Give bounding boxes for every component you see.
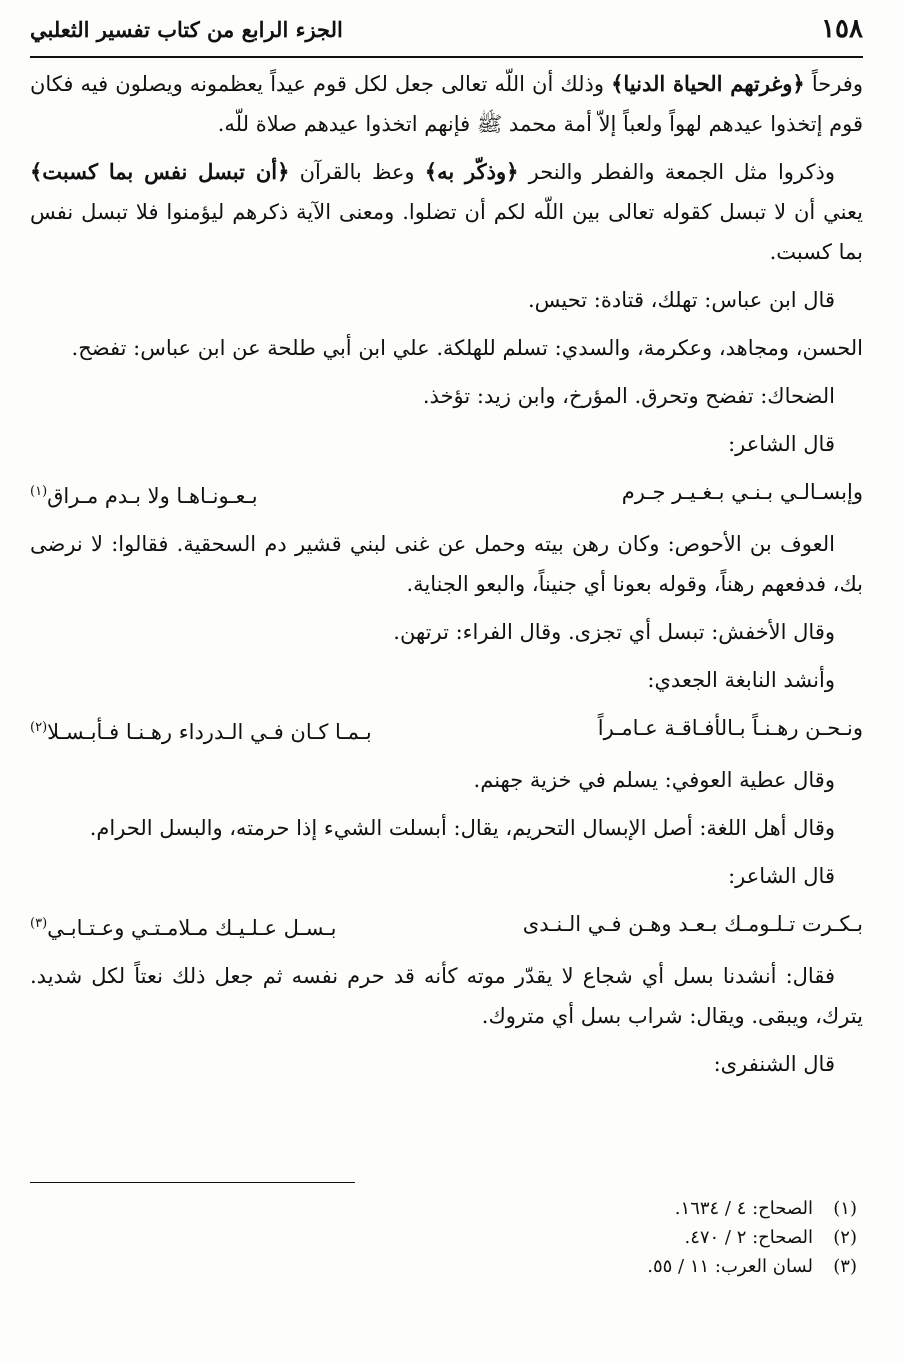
running-title: الجزء الرابع من كتاب تفسير الثعلبي bbox=[30, 17, 343, 42]
first-hemistich: بـكـرت تـلـومـك بـعـد وهـن فـي الـنـدى bbox=[522, 912, 863, 936]
poem-verse-3 bbox=[30, 904, 863, 948]
footnote-ref: (٣) bbox=[30, 916, 48, 931]
first-hemistich: ونـحـن رهـنـاً بـالأفـاقـة عـامـراً bbox=[597, 716, 863, 740]
paragraph-12: قال الشاعر: bbox=[728, 864, 835, 888]
paragraph-3: قال ابن عباس: تهلك، قتادة: تحيس. bbox=[527, 288, 835, 312]
paragraph-13: فقال: أنشدنا بسل أي شجاع لا يقدّر موته كأنه قد حرم نفسه ثم جعل ذلك نعتاً لكل شديد. يترك، ويبقى. ويقال: شراب بسل أي متروك. bbox=[30, 964, 863, 1028]
paragraph-1: وفرحاً ﴿وغرتهم الحياة الدنيا﴾ وذلك أن اللّه تعالى جعل لكل قوم عيداً يعظمونه ويصلون فيه فكان قوم إتخذوا عيدهم لهواً ولعباً إلاّ أمة محمد ﷺ فإنهم اتخذوا عيدهم صلاة للّه. bbox=[30, 71, 863, 136]
paragraph-6: قال الشاعر: bbox=[728, 432, 835, 456]
paragraph-5: الضحاك: تفضح وتحرق. المؤرخ، وابن زيد: تؤخذ. bbox=[422, 384, 835, 408]
paragraph-11: وقال أهل اللغة: أصل الإبسال التحريم، يقال: أبسلت الشيء إذا حرمته، والبسل الحرام. bbox=[89, 816, 835, 840]
page-header bbox=[30, 14, 863, 54]
paragraph-2: وذكروا مثل الجمعة والفطر والنحر ﴿وذكّر به﴾ وعظ بالقرآن ﴿أن تبسل نفس بما كسبت﴾ يعني أن لا تبسل كقوله تعالى بين اللّه لكم أن تضلوا. ومعنى الآية ذكرهم ليؤمنوا فلا تبسل نفس بما كسبت. bbox=[30, 159, 863, 264]
paragraph-10: وقال عطية العوفي: يسلم في خزية جهنم. bbox=[473, 768, 835, 792]
first-hemistich: وإبسـالـي بـنـي بـغـيـر جـرم bbox=[621, 480, 863, 504]
quran-quote: ﴿أن تبسل نفس بما كسبت﴾ bbox=[30, 159, 290, 184]
second-hemistich: بـعـونـاهـا ولا بـدم مـراق$^{(١)}$ bbox=[30, 484, 258, 508]
footnote-ref: (٢) bbox=[30, 720, 48, 735]
paragraph-14: قال الشنفرى: bbox=[713, 1052, 835, 1076]
poem-verse-2 bbox=[30, 708, 863, 752]
footnote-3: (٣)لسان العرب: ١١ / ٥٥. bbox=[647, 1256, 857, 1277]
footnote-1: (١)الصحاح: ٤ / ١٦٣٤. bbox=[674, 1198, 857, 1219]
footnote-ref: (١) bbox=[30, 484, 48, 499]
paragraph-7: العوف بن الأحوص: وكان رهن بيته وحمل عن غنى لبني قشير دم السحقية. فقالوا: لا نرضى بك، فدفعهم رهناً، وقوله بعونا أي جنيناً، والبعو الجناية. bbox=[30, 532, 863, 596]
page-number: ١٥٨ bbox=[821, 14, 863, 44]
poem-verse-1 bbox=[30, 472, 863, 516]
quran-quote: ﴿وغرتهم الحياة الدنيا﴾ bbox=[611, 71, 805, 96]
footnotes bbox=[30, 1194, 857, 1281]
paragraph-9: وأنشد النابغة الجعدي: bbox=[647, 668, 835, 692]
footnote-rule bbox=[30, 1182, 355, 1183]
paragraph-8: وقال الأخفش: تبسل أي تجزى. وقال الفراء: ترتهن. bbox=[393, 620, 835, 644]
header-rule bbox=[30, 56, 863, 58]
footnote-2: (٢)الصحاح: ٢ / ٤٧٠. bbox=[684, 1227, 857, 1248]
second-hemistich: بـسـل عـلـيـك مـلامـتـي وعـتـابـي$^{(٣)}$ bbox=[30, 916, 337, 940]
second-hemistich: بـمـا كـان فـي الـدرداء رهـنـا فـأبـسـلا$^{(٢)}$ bbox=[30, 720, 372, 744]
paragraph-4: الحسن، ومجاهد، وعكرمة، والسدي: تسلم للهلكة. علي ابن أبي طلحة عن ابن عباس: تفضح. bbox=[71, 336, 863, 360]
quran-quote: ﴿وذكّر به﴾ bbox=[424, 159, 519, 184]
